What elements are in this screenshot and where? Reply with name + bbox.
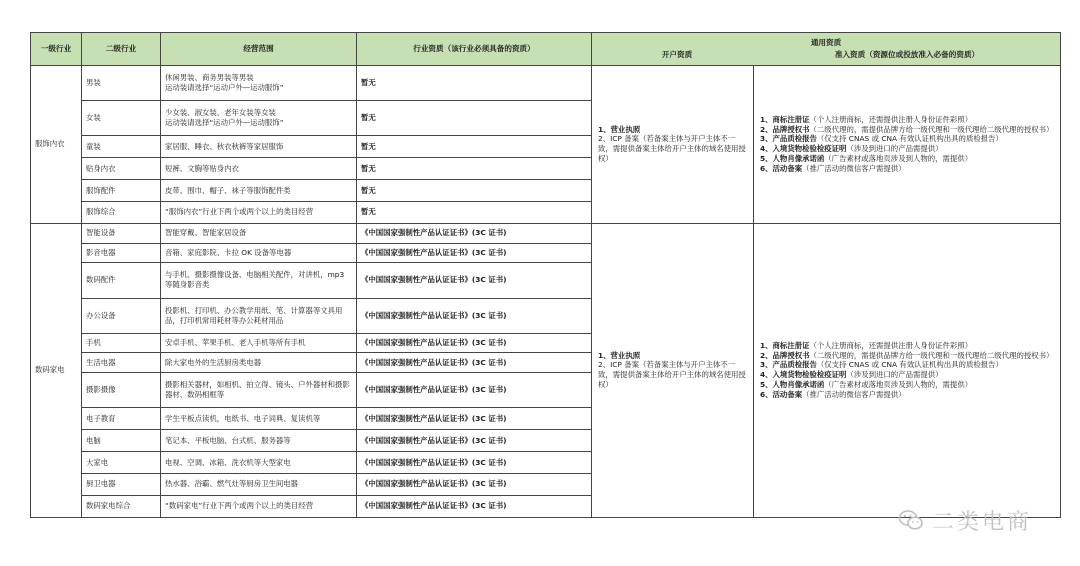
entry-qual-text: （广告素材或落地页涉及到人物的，需提供） — [824, 380, 973, 390]
entry-qual-item — [760, 341, 1054, 351]
scope-line: 投影机、打印机、办公教学用纸、笔、计算器等文具用品，打印机常用耗材等办公耗材用品 — [165, 305, 343, 325]
scope-line: 笔记本、平板电脑、台式机、服务器等 — [165, 435, 291, 445]
entry-qual-cell — [754, 66, 1061, 224]
scope-line: 少女装、淑女装、老年女装等女装 — [165, 108, 276, 118]
qual-cell: 《中国国家强制性产品认证证书》(3C 证书) — [357, 353, 592, 373]
wechat-icon — [898, 507, 924, 533]
qual-cell: 《中国国家强制性产品认证证书》(3C 证书) — [357, 473, 592, 495]
cat2-cell: 童装 — [82, 136, 161, 158]
entry-qual-title: 3、产品质检报告 — [760, 134, 817, 144]
entry-qual-text: （推广活动的微信客户需提供） — [802, 164, 906, 174]
entry-qual-item — [760, 360, 1054, 370]
qual-cell: 《中国国家强制性产品认证证书》(3C 证书) — [357, 243, 592, 263]
table-row — [31, 66, 1061, 101]
entry-qual-text: （仅支持 CNAS 或 CNA 有效认证机构出具的质检报告） — [816, 360, 1003, 370]
scope-line: 安卓手机、苹果手机、老人手机等所有手机 — [165, 337, 306, 347]
header-qual: 行业资质（该行业必须具备的资质） — [357, 33, 592, 66]
entry-qual-text: （广告素材或落地页涉及到人物的，需提供） — [824, 154, 973, 164]
qual-cell: 《中国国家强制性产品认证证书》(3C 证书) — [357, 495, 592, 517]
cat2-cell: 智能设备 — [82, 223, 161, 243]
cat2-cell: 办公设备 — [82, 298, 161, 333]
cat2-cell: 数码家电综合 — [82, 495, 161, 517]
qual-cell: 《中国国家强制性产品认证证书》(3C 证书) — [357, 298, 592, 333]
entry-qual-item — [760, 125, 1054, 135]
header-cat2: 二级行业 — [82, 33, 161, 66]
scope-line: 家居服、睡衣、秋衣秋裤等家居服饰 — [165, 141, 284, 151]
entry-qual-title: 6、活动备案 — [760, 164, 803, 174]
qual-cell: 《中国国家强制性产品认证证书》(3C 证书) — [357, 263, 592, 298]
header-cat1: 一级行业 — [31, 33, 82, 66]
entry-qual-item — [760, 134, 1054, 144]
open-qual-item: 1、营业执照 — [598, 350, 641, 360]
cat2-cell: 服饰配件 — [82, 180, 161, 202]
scope-cell — [161, 158, 357, 180]
scope-cell — [161, 353, 357, 373]
scope-cell — [161, 333, 357, 353]
scope-cell — [161, 243, 357, 263]
scope-line: 运动装请选择“运动户外—运动服饰” — [165, 83, 284, 93]
cat2-cell: 手机 — [82, 333, 161, 353]
scope-line: 短裤、文胸等贴身内衣 — [165, 163, 239, 173]
qual-cell: 暂无 — [357, 180, 592, 202]
cat2-cell: 服饰综合 — [82, 202, 161, 224]
watermark-text: 二类电商 — [932, 509, 1033, 535]
scope-cell — [161, 408, 357, 430]
entry-qual-title: 1、商标注册证 — [760, 114, 810, 124]
open-qual-cell — [592, 223, 754, 517]
entry-qual-title: 4、入境货物检验检疫证明 — [760, 144, 847, 154]
entry-qual-item — [760, 154, 1054, 164]
entry-qual-item — [760, 380, 1054, 390]
table-row — [31, 223, 1061, 243]
scope-line: 音箱、家庭影院、卡拉 OK 设备等电器 — [165, 248, 292, 258]
cat2-cell: 贴身内衣 — [82, 158, 161, 180]
cat2-cell: 生活电器 — [82, 353, 161, 373]
qual-cell: 暂无 — [357, 158, 592, 180]
open-qual-item: 1、营业执照 — [598, 124, 641, 134]
entry-qual-item — [760, 351, 1054, 361]
entry-qual-text: （个人注册商标，还需提供注册人身份证件彩照） — [809, 114, 973, 124]
entry-qual-title: 2、品牌授权书 — [760, 124, 810, 134]
scope-cell — [161, 101, 357, 136]
entry-qual-item — [760, 370, 1054, 380]
cat2-cell: 数码配件 — [82, 263, 161, 298]
entry-qual-text: （二级代理的，需提供品牌方给一级代理和一级代理给二级代理的授权书） — [809, 124, 1054, 134]
qual-cell: 《中国国家强制性产品认证证书》(3C 证书) — [357, 373, 592, 408]
entry-qual-item — [760, 144, 1054, 154]
cat2-cell: 女装 — [82, 101, 161, 136]
scope-cell — [161, 180, 357, 202]
qual-cell: 《中国国家强制性产品认证证书》(3C 证书) — [357, 333, 592, 353]
qualification-table — [30, 32, 1061, 518]
scope-cell — [161, 373, 357, 408]
scope-line: 与手机、摄影摄像设备、电脑相关配件，对讲机，mp3 等随身影音类 — [165, 270, 345, 290]
open-qual-item: 2、ICP 备案（若备案主体与开户主体不一致，需提供备案主体给开户主体的域名使用授权） — [598, 134, 746, 164]
header-general — [592, 33, 1061, 66]
header-general-entry: 准入资质（资源位或投放准入必备的资质） — [834, 50, 980, 59]
header-scope: 经营范围 — [161, 33, 357, 66]
scope-cell — [161, 136, 357, 158]
entry-qual-text: （推广活动的微信客户需提供） — [802, 390, 906, 400]
entry-qual-text: （个人注册商标，还需提供注册人身份证件彩照） — [809, 340, 973, 350]
open-qual-cell — [592, 66, 754, 224]
scope-line: 休闲男装、商务男装等男装 — [165, 73, 254, 83]
entry-qual-title: 5、人物肖像承诺函 — [760, 154, 825, 164]
entry-qual-text: （涉及到进口的产品需提供） — [846, 370, 943, 380]
cat2-cell: 大家电 — [82, 452, 161, 474]
cat2-cell: 摄影摄像 — [82, 373, 161, 408]
scope-line: “服饰内衣”行业下两个或两个以上的类目经营 — [165, 207, 314, 217]
scope-line: 学生平板点读机，电纸书、电子词典、复读机等 — [165, 413, 321, 423]
cat2-cell: 男装 — [82, 66, 161, 101]
scope-cell — [161, 452, 357, 474]
cat2-cell: 厨卫电器 — [82, 473, 161, 495]
scope-line: 智能穿戴、智能家居设备 — [165, 228, 247, 238]
entry-qual-title: 5、人物肖像承诺函 — [760, 380, 825, 390]
qual-cell: 《中国国家强制性产品认证证书》(3C 证书) — [357, 223, 592, 243]
header-general-open: 开户资质 — [661, 50, 693, 59]
qual-cell: 暂无 — [357, 66, 592, 101]
scope-cell — [161, 473, 357, 495]
entry-qual-title: 1、商标注册证 — [760, 340, 810, 350]
entry-qual-item — [760, 164, 1054, 174]
scope-line: 摄影相关器材，如相机、拍立得、镜头、户外器材和摄影器材、数码相框等 — [165, 380, 350, 400]
scope-cell — [161, 223, 357, 243]
cat2-cell: 电脑 — [82, 430, 161, 452]
entry-qual-cell — [754, 223, 1061, 517]
cat2-cell: 影音电器 — [82, 243, 161, 263]
header-general-top: 通用资质 — [810, 37, 842, 47]
scope-line: 皮带、围巾、帽子、袜子等服饰配件类 — [165, 185, 291, 195]
entry-qual-item — [760, 115, 1054, 125]
cat1-cell: 数码家电 — [31, 223, 82, 517]
qual-cell: 暂无 — [357, 101, 592, 136]
table-body — [31, 66, 1061, 518]
qual-cell: 《中国国家强制性产品认证证书》(3C 证书) — [357, 408, 592, 430]
scope-cell — [161, 66, 357, 101]
cat1-cell: 服饰内衣 — [31, 66, 82, 224]
watermark — [898, 502, 1032, 538]
qual-cell: 暂无 — [357, 202, 592, 224]
scope-cell — [161, 298, 357, 333]
qual-cell: 《中国国家强制性产品认证证书》(3C 证书) — [357, 430, 592, 452]
header-row — [31, 33, 1061, 66]
scope-line: “数码家电”行业下两个或两个以上的类目经营 — [165, 501, 314, 511]
scope-cell — [161, 495, 357, 517]
qual-cell: 《中国国家强制性产品认证证书》(3C 证书) — [357, 452, 592, 474]
scope-cell — [161, 202, 357, 224]
scope-line: 电视、空调、冰箱、洗衣机等大型家电 — [165, 457, 291, 467]
entry-qual-title: 3、产品质检报告 — [760, 360, 817, 370]
entry-qual-text: （仅支持 CNAS 或 CNA 有效认证机构出具的质检报告） — [816, 134, 1003, 144]
entry-qual-text: （二级代理的，需提供品牌方给一级代理和一级代理给二级代理的授权书） — [809, 350, 1054, 360]
scope-cell — [161, 263, 357, 298]
cat2-cell: 电子教育 — [82, 408, 161, 430]
scope-line: 运动装请选择“运动户外—运动服饰” — [165, 118, 284, 128]
scope-line: 热水器、浴霸、燃气灶等厨房卫生间电器 — [165, 479, 299, 489]
entry-qual-title: 6、活动备案 — [760, 390, 803, 400]
scope-cell — [161, 430, 357, 452]
scope-line: 除大家电外的生活厨房类电器 — [165, 357, 262, 367]
entry-qual-title: 4、入境货物检验检疫证明 — [760, 370, 847, 380]
qual-cell: 暂无 — [357, 136, 592, 158]
open-qual-item: 2、ICP 备案（若备案主体与开户主体不一致，需提供备案主体给开户主体的域名使用授权） — [598, 360, 746, 390]
entry-qual-title: 2、品牌授权书 — [760, 350, 810, 360]
entry-qual-text: （涉及到进口的产品需提供） — [846, 144, 943, 154]
entry-qual-item — [760, 390, 1054, 400]
